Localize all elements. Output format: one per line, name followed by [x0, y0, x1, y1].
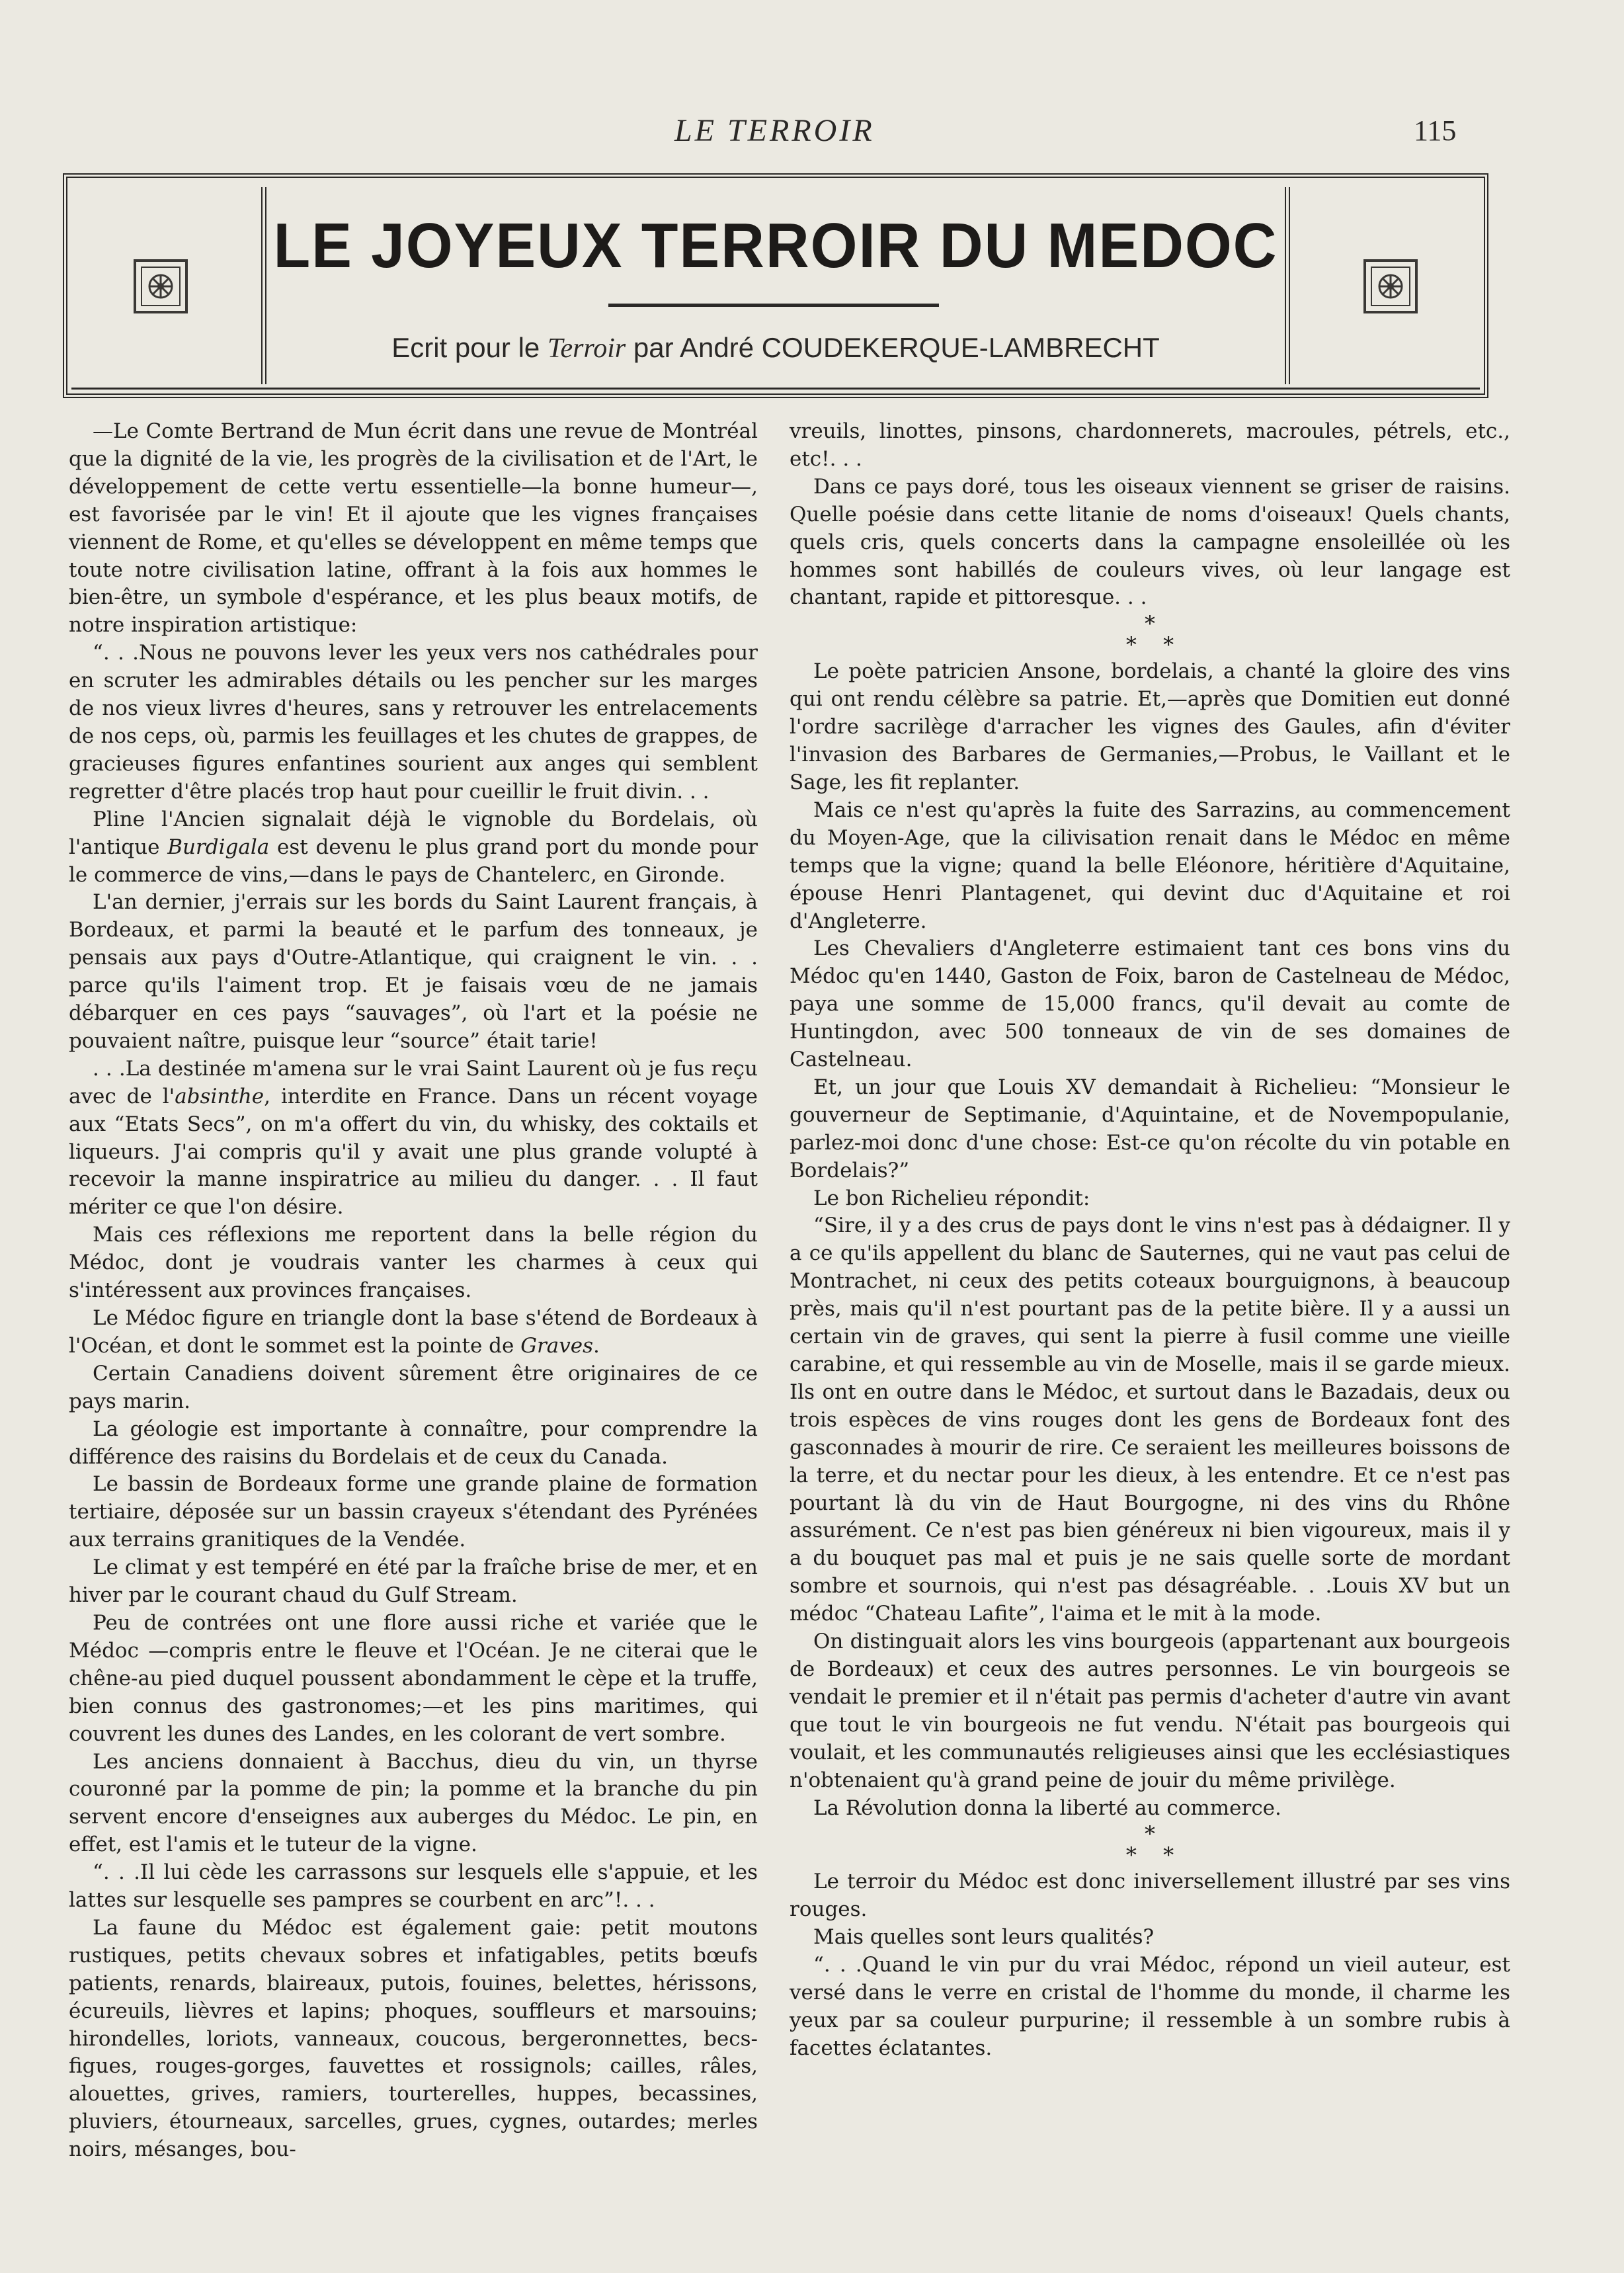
article-paragraph: Dans ce pays doré, tous les oiseaux viennent se griser de raisins. Quelle poésie dans cette litanie de noms d'oiseaux! Quels chants, quels cris, quels concerts dans la campagne ensoleillée où les hommes sont habillés de couleurs vives, où leur langage est chantant, rapide et pittoresque. . .: [790, 474, 1510, 610]
article-paragraph: Et, un jour que Louis XV demandait à Richelieu: “Monsieur le gouverneur de Septimanie, d'Aquintaine, et de Novempopulanie, parlez-moi donc d'une chose: Est-ce qu'on récolte du vin potable en Bordelais?”: [790, 1075, 1510, 1182]
paragraph-text: , interdite en France. Dans un récent voyage aux “Etats Secs”, on m'a offert du vin, du whisky, des coktails et liqueurs. J'ai compris qu'il y avait une plus grande volupté à recevoir la manne inspiratrice au milieu du danger. . . Il faut mériter ce que l'on désire.: [69, 1084, 758, 1219]
article-paragraph: La Révolution donna la liberté au commerce.: [813, 1796, 1281, 1820]
article-paragraph: La géologie est importante à connaître, pour comprendre la différence des raisins du Bordelais et de ceux du Canada.: [69, 1417, 758, 1469]
article-paragraph: “. . .Quand le vin pur du vrai Médoc, répond un vieil auteur, est versé dans le verre en cristal de l'homme du monde, il charme les yeux par sa couleur purpurine; il ressemble à un sombre rubis à facettes éclatantes.: [790, 1953, 1510, 2060]
separator-stars-bottom: * *: [1125, 632, 1174, 658]
paragraph-text: . . .La destinée m'amena sur le vrai Saint Laurent où je fus reçu avec de l': [69, 1056, 758, 1108]
article-paragraph: “. . .Il lui cède les carrassons sur lesquels elle s'appuie, et les lattes sur lesquelle ses pampres se courbent en arc”!. . .: [69, 1860, 758, 1913]
paragraph-text: est devenu le plus grand port du monde pour le commerce de vins,—dans le pays de Chantelerc, en Gironde.: [69, 835, 758, 887]
section-separator: [790, 611, 1510, 658]
article-paragraph: La faune du Médoc est également gaie: petit moutons rustiques, petits chevaux sobres et infatigables, petits bœufs patients, renards, blaireaux, putois, fouines, belettes, hérissons, écureuils, lièvres et lapins; phoques, souffleurs et marsouins; hirondelles, loriots, vanneaux, coucous, bergeronnettes, becs-figues, rouges-gorges, fauvettes et rossignols; cailles, râles, alouettes, grives, ramiers, tourterelles, huppes, becassines, pluviers, étourneaux, sarcelles, grues, cygnes, outardes; merles noirs, mésanges, bou-: [69, 1915, 758, 2162]
article-paragraph: Le bon Richelieu répondit:: [813, 1186, 1090, 1210]
article-paragraph: Le climat y est tempéré en été par la fraîche brise de mer, et en hiver par le courant chaud du Gulf Stream.: [69, 1555, 758, 1608]
article-paragraph: Le poète patricien Ansone, bordelais, a chanté la gloire des vins qui ont rendu célèbre sa patrie. Et,—après que Domitien eut donné l'ordre sacrilège d'arracher les vignes des Gaules, afin d'éviter l'invasion des Barbares de Germanies,—Probus, le Vaillant et le Sage, les fit replanter.: [790, 659, 1510, 794]
article-paragraph: Mais ces réflexions me reportent dans la belle région du Médoc, dont je voudrais vanter les charmes à ceux qui s'intéressent aux provinces françaises.: [69, 1223, 758, 1303]
headline-rule: [608, 304, 939, 307]
article-paragraph: [69, 806, 758, 889]
left-column: [69, 418, 758, 2164]
article-paragraph: “Sire, il y a des crus de pays dont le vins n'est pas à dédaigner. Il y a ce qu'ils appellent du blanc de Sauternes, qui ne vaut pas celui de Montrachet, ni ceux des petits coteaux bourguignons, à beaucoup près, mais qu'il n'est pourtant pas de la petite bière. Il y a aussi un certain vin de graves, qui sent la pierre à fusil comme une vieille carabine, et qui ressemble au vin de Moselle, mais il se garde mieux. Ils ont en outre dans le Médoc, et surtout dans le Bazadais, deux ou trois espèces de vins rouges dont les gens de Bordeaux font des gasconnades à mourir de rire. Ce seraient les meilleures boissons de la terre, et du nectar pour les dieux, à les entendre. Et ce n'est pas pourtant là du vin de Haut Bourgogne, ni des vins du Rhône assurément. Ce n'est pas bien généreux ni bien vigoureux, mais il y a du bouquet pas mal et puis je ne sais quelle sorte de mordant sombre et sournois, qui n'est pas désagréable. . .Louis XV but un médoc “Chateau Lafite”, l'aima et le mit à la mode.: [790, 1214, 1510, 1626]
article-paragraph: [69, 1055, 758, 1221]
separator-stars-bottom: * *: [1125, 1842, 1174, 1868]
article-paragraph: Mais quelles sont leurs qualités?: [813, 1925, 1155, 1950]
running-header: [0, 112, 1624, 159]
article-headline: LE JOYEUX TERROIR DU MEDOC: [273, 210, 1278, 281]
byline-author: par André COUDEKERQUE-LAMBRECHT: [626, 332, 1160, 363]
running-title: LE TERROIR: [674, 113, 875, 148]
article-paragraph: [69, 1305, 758, 1360]
paragraph-text: Le Médoc figure en triangle dont la base s'étend de Bordeaux à l'Océan, et dont le sommet est la pointe de: [69, 1306, 758, 1358]
right-column: [790, 418, 1510, 2063]
title-box: [63, 173, 1488, 398]
article-paragraph: On distinguait alors les vins bourgeois (appartenant aux bourgeois de Bordeaux) et ceux des autres personnes. Le vin bourgeois se vendait le premier et il n'était pas permis d'acheter d'autre vin avant que tout le vin bourgeois ne fut vendu. N'était pas bourgeois qui voulait, et les communautés religieuses ainsi que les ecclésiastiques n'obtenaient qu'à grand peine de jouir du même privilège.: [790, 1630, 1510, 1792]
paragraph-text: .: [593, 1333, 600, 1358]
article-paragraph: Mais ce n'est qu'après la fuite des Sarrazins, au commencement du Moyen-Age, que la cilivisation renait dans le Médoc en même temps que la vigne; quand la belle Eléonore, héritière d'Aquitaine, épouse Henri Plantagenet, qui devint duc d'Aquitaine et roi d'Angleterre.: [790, 798, 1510, 933]
section-separator: [790, 1823, 1510, 1866]
byline-prefix: Ecrit pour le: [391, 332, 548, 363]
paragraph-italic-term: Burdigala: [167, 835, 270, 859]
article-paragraph: Les Chevaliers d'Angleterre estimaient tant ces bons vins du Médoc qu'en 1440, Gaston de Foix, baron de Castelneau de Médoc, paya une somme de 15,000 francs, qu'il devait au comte de Huntingdon, avec 500 tonneaux de vin de ses domaines de Castelneau.: [790, 936, 1510, 1072]
article-paragraph: Les anciens donnaient à Bacchus, dieu du vin, un thyrse couronné par la pomme de pin; la pomme et la branche du pin servent encore d'enseignes aux auberges du Médoc. Le pin, en effet, est l'amis et le tuteur de la vigne.: [69, 1749, 758, 1857]
page-number: 115: [1414, 114, 1457, 147]
article-paragraph: L'an dernier, j'errais sur les bords du Saint Laurent français, à Bordeaux, et parmi la beauté et le parfum des tonneaux, je pensais aux pays d'Outre-Atlantique, qui craignent le vin. . . parce qu'ils l'aiment trop. Et je faisais vœu de ne jamais débarquer en ces pays “sauvages”, où l'art et la poésie ne pouvaient naître, puisque leur “source” était tarie!: [69, 890, 758, 1053]
separator-star-top: *: [1145, 611, 1155, 637]
article-paragraph: —Le Comte Bertrand de Mun écrit dans une revue de Montréal que la dignité de la vie, les progrès de la civilisation et de l'Art, le développement de cette vertu essentielle—la bonne humeur—, est favorisée par le vin! Et il ajoute que les vignes françaises viennent de Rome, et qu'elles se développent en même temps que toute notre civilisation latine, offrant à la fois aux hommes le bien-être, un symbole d'espérance, et les plus beaux motifs, de notre inspiration artistique:: [69, 419, 758, 638]
separator-star-top: *: [1145, 1821, 1155, 1847]
article-paragraph: Le bassin de Bordeaux forme une grande plaine de formation tertiaire, déposée sur un bassin crayeux s'étendant des Pyrénées aux terrains granitiques de la Vendée.: [69, 1472, 758, 1552]
byline: [67, 332, 1484, 364]
article-paragraph: vreuils, linottes, pinsons, chardonnerets, macroules, pétrels, etc., etc!. . .: [790, 419, 1510, 471]
article-paragraph: Certain Canadiens doivent sûrement être originaires de ce pays marin.: [69, 1361, 758, 1413]
byline-journal: Terroir: [547, 333, 626, 364]
article-paragraph: “. . .Nous ne pouvons lever les yeux vers nos cathédrales pour en scruter les admirables détails ou les pencher sur les marges de nos vieux livres d'heures, sans y retrouver les entrelacements de nos ceps, où, parmis les feuillages et les chutes de grappes, de gracieuses figures enfantines sourient aux anges qui semblent regretter d'être placés trop haut pour cueillir le fruit divin. . .: [69, 641, 758, 804]
paragraph-text: Pline l'Ancien signalait déjà le vignoble du Bordelais, où l'antique: [69, 807, 758, 859]
article-paragraph: Le terroir du Médoc est donc iniversellement illustré par ses vins rouges.: [790, 1870, 1510, 1922]
article-paragraph: Peu de contrées ont une flore aussi riche et variée que le Médoc —compris entre le fleuve et l'Océan. Je ne citerai que le chêne-au pied duquel poussent abondamment le cèpe et la truffe, bien connus des gastronomes;—et les pins maritimes, qui couvrent les dunes des Landes, en les colorant de vert sombre.: [69, 1610, 758, 1746]
paragraph-italic-term: absinthe: [175, 1084, 264, 1108]
paragraph-italic-term: Graves: [520, 1333, 594, 1358]
